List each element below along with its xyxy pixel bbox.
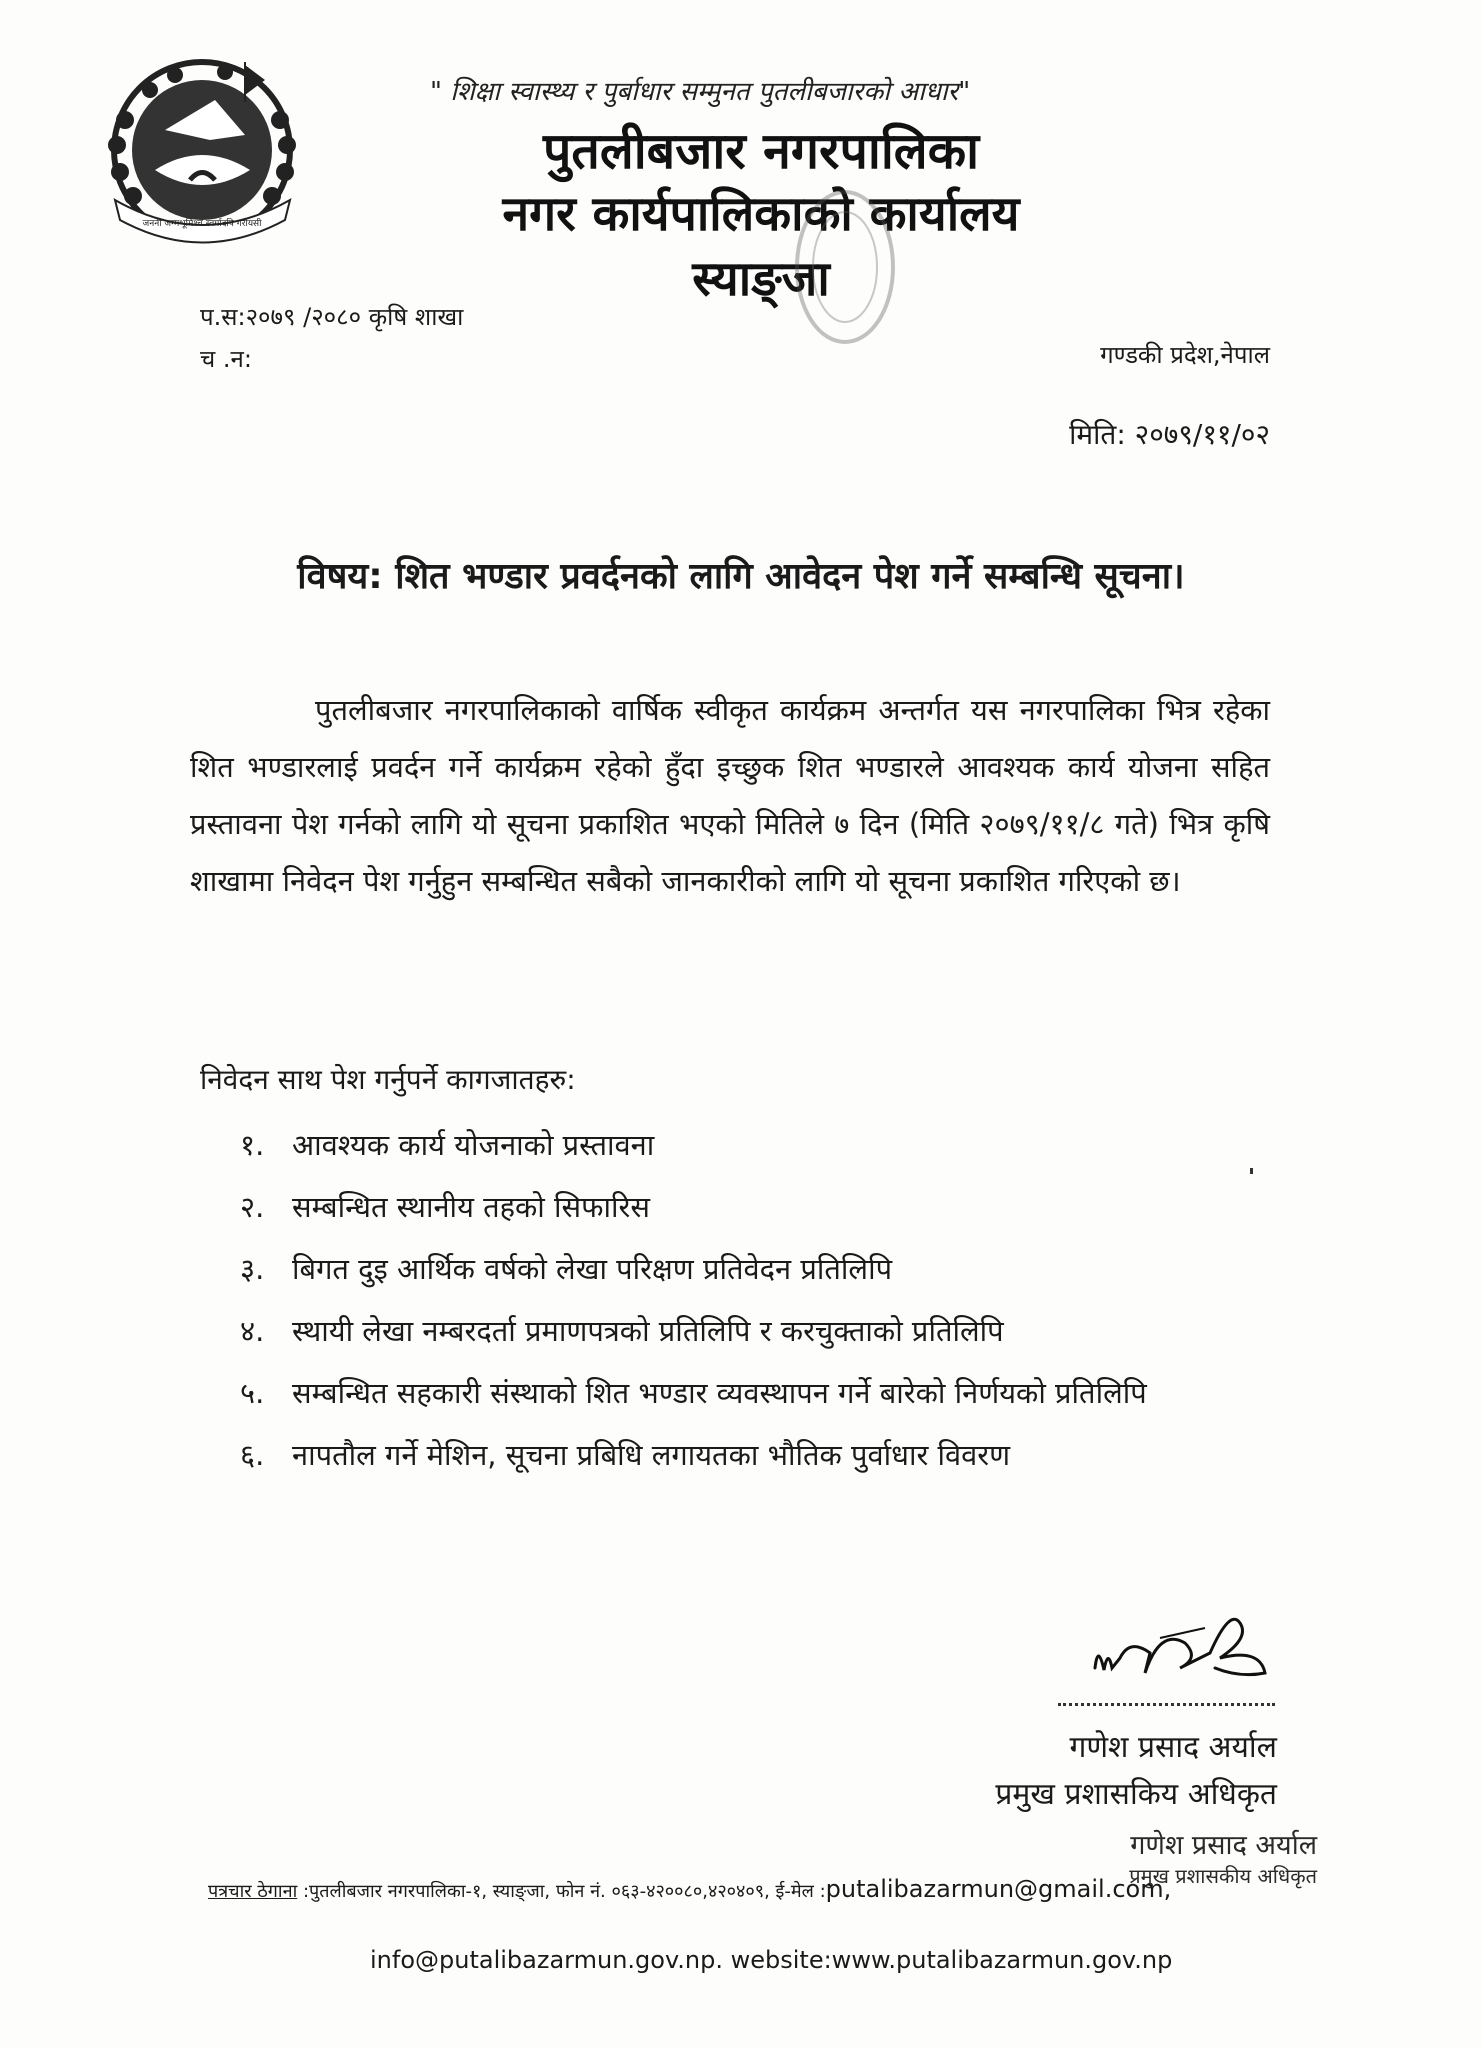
scan-speck bbox=[1250, 1168, 1253, 1174]
list-item-text: स्थायी लेखा नम्बरदर्ता प्रमाणपत्रको प्रतिलिपि र करचुक्ताको प्रतिलिपि bbox=[292, 1314, 1004, 1348]
list-item bbox=[240, 1373, 1147, 1435]
list-item-number: ५. bbox=[240, 1376, 265, 1410]
stamp-signatory-post: प्रमुख प्रशासकीय अधिकृत bbox=[1129, 1864, 1317, 1888]
list-item bbox=[240, 1187, 1147, 1249]
list-item bbox=[240, 1249, 1147, 1311]
reference-number: प.स:२०७९ /२०८० कृषि शाखा bbox=[200, 303, 464, 331]
list-item-text: नापतौल गर्ने मेशिन, सूचना प्रबिधि लगायतका भौतिक पुर्वाधार विवरण bbox=[292, 1438, 1011, 1472]
documents-heading: निवेदन साथ पेश गर्नुपर्ने कागजातहरु: bbox=[200, 1063, 576, 1096]
office-name: नगर कार्यपालिकाको कार्यालय bbox=[502, 186, 1020, 242]
list-item-number: २. bbox=[240, 1190, 265, 1224]
list-item bbox=[240, 1311, 1147, 1373]
documents-list bbox=[240, 1125, 1147, 1497]
list-item-number: ६. bbox=[240, 1438, 265, 1472]
notice-subject: विषय: शित भण्डार प्रवर्दनको लागि आवेदन पेश गर्ने सम्बन्धि सूचना। bbox=[297, 556, 1185, 597]
province-label: गण्डकी प्रदेश,नेपाल bbox=[1100, 341, 1270, 369]
signatory-name: गणेश प्रसाद अर्याल bbox=[1069, 1730, 1277, 1765]
signature-line bbox=[1058, 1703, 1275, 1706]
list-item-number: ३. bbox=[240, 1252, 265, 1286]
footer-address-text: :पुतलीबजार नगरपालिका-१, स्याङ्जा, फोन नं. ०६३-४२००८०,४२०४०९, ई-मेल : bbox=[297, 1881, 826, 1902]
list-item-number: ४. bbox=[240, 1314, 265, 1348]
list-item-text: बिगत दुइ आर्थिक वर्षको लेखा परिक्षण प्रतिवेदन प्रतिलिपि bbox=[292, 1252, 893, 1286]
list-item-text: आवश्यक कार्य योजनाको प्रस्तावना bbox=[292, 1128, 655, 1162]
notice-body: पुतलीबजार नगरपालिकाको वार्षिक स्वीकृत कार्यक्रम अन्तर्गत यस नगरपालिका भित्र रहेका शित भण्डारलाई प्रवर्दन गर्ने कार्यक्रम रहेको हुँदा इच्छुक शित भण्डारले आवश्यक कार्य योजना सहित प्रस्तावना पेश गर्नको लागि यो सूचना प्रकाशित भएको मितिले ७ दिन (मिति २०७९/११/८ गते) भित्र कृषि शाखामा निवेदन पेश गर्नुहुन सम्बन्धित सबैको जानकारीको लागि यो सूचना प्रकाशित गरिएको छ। bbox=[190, 693, 1270, 898]
emblem-motto: जननी जन्मभूमिश्च स्वर्गादपि गरीयसी bbox=[142, 219, 262, 229]
municipality-name: पुतलीबजार नगरपालिका bbox=[542, 122, 980, 180]
municipality-slogan: " शिक्षा स्वास्थ्य र पुर्बाधार सम्मुनत पुतलीबजारको आधार" bbox=[430, 77, 971, 107]
signatory-post: प्रमुख प्रशासकिय अधिकृत bbox=[995, 1777, 1277, 1812]
dispatch-number: च .न: bbox=[200, 345, 252, 373]
list-item bbox=[240, 1435, 1147, 1497]
footer-label: पत्रचार ठेगाना bbox=[208, 1881, 298, 1902]
list-item-number: १. bbox=[240, 1128, 265, 1162]
faint-office-stamp-icon bbox=[790, 185, 900, 350]
footer-email: putalibazarmun@gmail.com, bbox=[825, 1875, 1172, 1903]
footer-website: info@putalibazarmun.gov.np. website:www.putalibazarmun.gov.np bbox=[370, 1946, 1173, 1974]
handwritten-signature-icon bbox=[1090, 1598, 1280, 1698]
list-item-text: सम्बन्धित स्थानीय तहको सिफारिस bbox=[292, 1190, 650, 1224]
list-item bbox=[240, 1125, 1147, 1187]
list-item-text: सम्बन्धित सहकारी संस्थाको शित भण्डार व्यवस्थापन गर्ने बारेको निर्णयको प्रतिलिपि bbox=[292, 1376, 1147, 1410]
notice-date: मिति: २०७९/११/०२ bbox=[1069, 418, 1270, 451]
district-name: स्याङ्जा bbox=[692, 251, 830, 307]
stamp-signatory-name: गणेश प्रसाद अर्याल bbox=[1130, 1830, 1317, 1861]
footer-address bbox=[208, 1875, 1171, 1903]
